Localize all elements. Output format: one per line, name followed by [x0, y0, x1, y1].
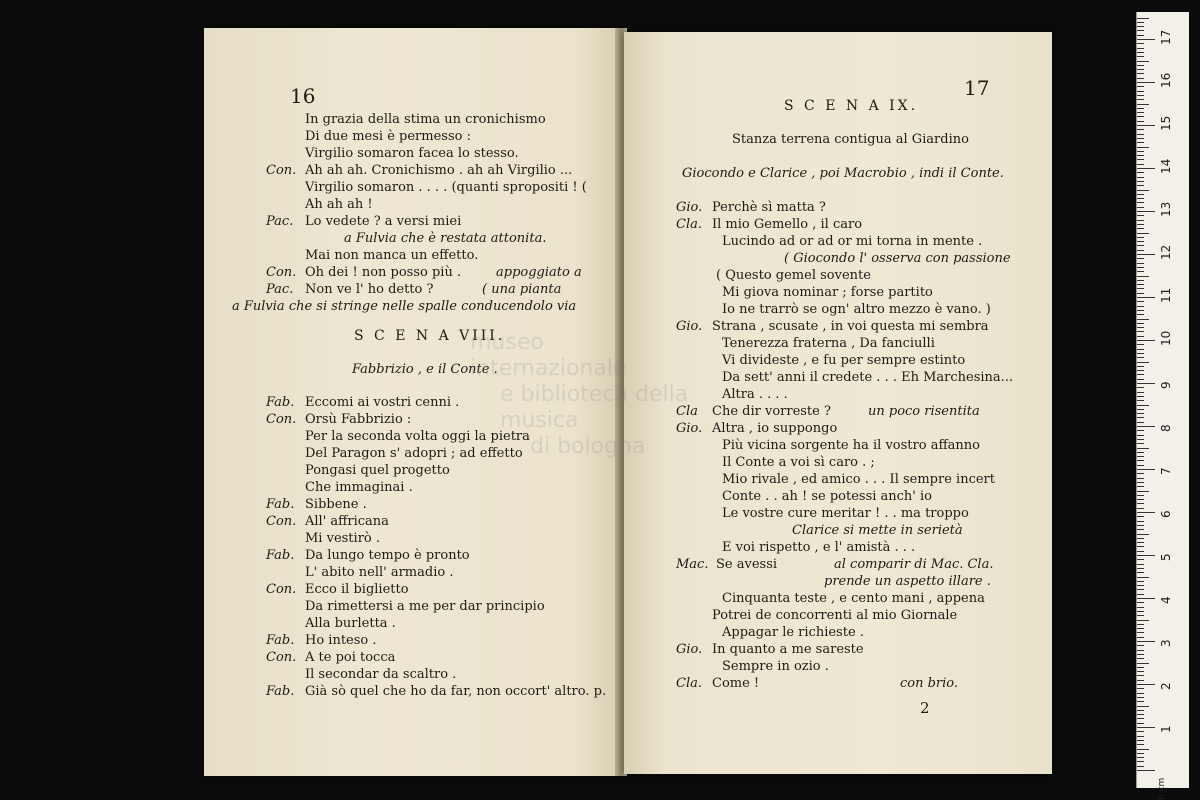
- ruler-tick: [1137, 91, 1144, 92]
- ruler-tick: [1137, 542, 1144, 543]
- ruler-tick: [1137, 525, 1144, 526]
- text-line: Vi divideste , e fu per sempre estinto: [722, 353, 966, 368]
- ruler-tick: [1137, 69, 1144, 70]
- page-number-right: 17: [964, 76, 990, 100]
- ruler-tick: [1137, 220, 1144, 221]
- ruler-tick: [1137, 770, 1155, 771]
- ruler-tick: [1137, 564, 1144, 565]
- ruler-tick: [1137, 645, 1144, 646]
- ruler-number: 17: [1159, 29, 1173, 45]
- ruler-tick: [1137, 594, 1144, 595]
- ruler-tick: [1137, 559, 1144, 560]
- ruler-tick: [1137, 207, 1144, 208]
- speaker-label: Con.: [266, 412, 297, 427]
- ruler-tick: [1137, 516, 1144, 517]
- text-line: A te poi tocca: [305, 650, 396, 665]
- ruler-tick: [1137, 116, 1144, 117]
- text-line: Mi vestirò .: [305, 531, 380, 546]
- ruler-number: 16: [1159, 72, 1173, 88]
- ruler-tick: [1137, 430, 1144, 431]
- ruler-tick: [1137, 357, 1144, 358]
- text-line: Le vostre cure meritar ! . . ma troppo: [722, 506, 969, 521]
- ruler-tick: [1137, 314, 1144, 315]
- text-line: Da sett' anni il credete . . . Eh Marchesina...: [722, 370, 1014, 385]
- ruler-tick: [1137, 589, 1144, 590]
- ruler-tick: [1137, 310, 1144, 311]
- ruler-tick: [1137, 30, 1144, 31]
- ruler-tick: [1137, 383, 1155, 384]
- scene-cast: Fabbrizio , e il Conte .: [352, 362, 498, 377]
- ruler-tick: [1137, 374, 1144, 375]
- speaker-label: Cla: [676, 404, 698, 419]
- text-line: Altra , io suppongo: [712, 421, 838, 436]
- ruler-tick: [1137, 181, 1144, 182]
- watermark-line: e biblioteca della musica: [500, 382, 689, 433]
- text-line: Appagar le richieste .: [722, 625, 864, 640]
- ruler-tick: [1137, 52, 1144, 53]
- ruler-tick: [1137, 491, 1149, 492]
- ruler-tick: [1137, 761, 1144, 762]
- ruler-number: 9: [1159, 381, 1173, 389]
- ruler-tick: [1137, 134, 1144, 135]
- ruler-tick: [1137, 495, 1144, 496]
- scene-heading: S C E N A IX.: [784, 98, 919, 114]
- ruler-tick: [1137, 680, 1144, 681]
- ruler-tick: [1137, 503, 1144, 504]
- ruler-tick: [1137, 353, 1144, 354]
- ruler-tick: [1137, 693, 1144, 694]
- ruler-tick: [1137, 555, 1155, 556]
- ruler-tick: [1137, 641, 1155, 642]
- ruler-tick: [1137, 551, 1144, 552]
- ruler-tick: [1137, 159, 1144, 160]
- ruler-tick: [1137, 486, 1144, 487]
- ruler-number: 1: [1159, 725, 1173, 733]
- ruler-number: 12: [1159, 244, 1173, 260]
- ruler-tick: [1137, 155, 1144, 156]
- ruler-tick: [1137, 215, 1144, 216]
- text-line: Orsù Fabbrizio :: [305, 412, 412, 427]
- stage-direction: con brio.: [900, 676, 959, 691]
- ruler-tick: [1137, 435, 1144, 436]
- text-line: Più vicina sorgente ha il vostro affanno: [722, 438, 981, 453]
- ruler-tick: [1137, 366, 1144, 367]
- text-line: Ecco il biglietto: [305, 582, 409, 597]
- text-line: Perchè sì matta ?: [712, 200, 826, 215]
- text-line: Mai non manca un effetto.: [305, 248, 479, 263]
- ruler-tick: [1137, 452, 1144, 453]
- text-line: Virgilio somaron facea lo stesso.: [305, 146, 519, 161]
- text-line: In quanto a me sareste: [712, 642, 864, 657]
- ruler-tick: [1137, 714, 1144, 715]
- ruler-tick: [1137, 276, 1149, 277]
- stage-direction: prende un aspetto illare .: [824, 574, 991, 589]
- ruler-tick: [1137, 327, 1144, 328]
- scene-heading: S C E N A VIII.: [354, 328, 506, 344]
- ruler-tick: [1137, 379, 1144, 380]
- page-number-left: 16: [290, 84, 316, 108]
- ruler-tick: [1137, 400, 1144, 401]
- ruler-tick: [1137, 478, 1144, 479]
- stage-direction: al comparir di Mac. Cla.: [834, 557, 994, 572]
- text-line: Eccomi ai vostri cenni .: [305, 395, 460, 410]
- ruler-tick: [1137, 288, 1144, 289]
- speaker-label: Gio.: [676, 421, 703, 436]
- ruler-tick: [1137, 245, 1144, 246]
- ruler-tick: [1137, 39, 1155, 40]
- ruler-tick: [1137, 319, 1149, 320]
- text-line: Pongasi quel progetto: [305, 463, 450, 478]
- ruler-tick: [1137, 581, 1144, 582]
- ruler-tick: [1137, 577, 1149, 578]
- stage-direction: a Fulvia che è restata attonita.: [344, 231, 547, 246]
- ruler-tick: [1137, 710, 1144, 711]
- watermark-line: museo internazionale: [470, 330, 627, 381]
- ruler-tick: [1137, 151, 1144, 152]
- text-line: Il secondar da scaltro .: [305, 667, 457, 682]
- text-line: Sempre in ozio .: [722, 659, 829, 674]
- text-line: Sibbene .: [305, 497, 367, 512]
- ruler-tick: [1137, 26, 1144, 27]
- text-line: Mio rivale , ed amico . . . Il sempre incert: [722, 472, 995, 487]
- ruler-number: 5: [1159, 553, 1173, 561]
- ruler-tick: [1137, 538, 1144, 539]
- ruler-tick: [1137, 607, 1144, 608]
- ruler-tick: [1137, 602, 1144, 603]
- speaker-label: Cla.: [676, 217, 702, 232]
- ruler-tick: [1137, 654, 1144, 655]
- ruler-tick: [1137, 370, 1144, 371]
- ruler-tick: [1137, 362, 1149, 363]
- ruler-tick: [1137, 194, 1144, 195]
- text-line: Ah ah ah !: [305, 197, 373, 212]
- text-line: Che immaginai .: [305, 480, 413, 495]
- ruler-tick: [1137, 228, 1144, 229]
- ruler-tick: [1137, 280, 1144, 281]
- ruler-number: 10: [1159, 330, 1173, 346]
- ruler-tick: [1137, 512, 1155, 513]
- ruler-tick: [1137, 628, 1144, 629]
- ruler-number: 14: [1159, 158, 1173, 174]
- ruler-tick: [1137, 301, 1144, 302]
- scene-setting: Stanza terrena contigua al Giardino: [732, 132, 969, 147]
- ruler-tick: [1137, 22, 1144, 23]
- ruler-tick: [1137, 546, 1144, 547]
- ruler-tick: [1137, 271, 1144, 272]
- ruler-tick: [1137, 147, 1149, 148]
- ruler-number: 6: [1159, 510, 1173, 518]
- ruler-tick: [1137, 675, 1144, 676]
- ruler-tick: [1137, 306, 1144, 307]
- ruler-tick: [1137, 323, 1144, 324]
- ruler-tick: [1137, 615, 1144, 616]
- ruler-tick: [1137, 671, 1144, 672]
- ruler-tick: [1137, 237, 1144, 238]
- text-line: Mi giova nominar ; forse partito: [722, 285, 933, 300]
- ruler-number: 2: [1159, 682, 1173, 690]
- ruler-tick: [1137, 736, 1144, 737]
- stage-direction: un poco risentita: [868, 404, 980, 419]
- ruler-tick: [1137, 56, 1144, 57]
- speaker-label: Gio.: [676, 319, 703, 334]
- ruler-tick: [1137, 142, 1144, 143]
- ruler-tick: [1137, 443, 1144, 444]
- text-line: In grazia della stima un cronichismo: [305, 112, 546, 127]
- ruler-tick: [1137, 73, 1144, 74]
- ruler-tick: [1137, 456, 1144, 457]
- ruler-tick: [1137, 753, 1144, 754]
- ruler-tick: [1137, 766, 1144, 767]
- ruler-tick: [1137, 723, 1144, 724]
- text-line: ( Questo gemel sovente: [716, 268, 871, 283]
- text-line: Come !: [712, 676, 760, 691]
- ruler-tick: [1137, 620, 1149, 621]
- ruler-tick: [1137, 263, 1144, 264]
- ruler-tick: [1137, 61, 1149, 62]
- ruler-tick: [1137, 508, 1144, 509]
- speaker-label: Gio.: [676, 642, 703, 657]
- text-line: Per la seconda volta oggi la pietra: [305, 429, 530, 444]
- ruler-number: 3: [1159, 639, 1173, 647]
- ruler-tick: [1137, 185, 1144, 186]
- text-line: Ah ah ah. Cronichismo . ah ah Virgilio ...: [305, 163, 573, 178]
- text-line: Lucindo ad or ad or mi torna in mente .: [722, 234, 983, 249]
- ruler-tick: [1137, 460, 1144, 461]
- ruler-tick: [1137, 293, 1144, 294]
- ruler-tick: [1137, 344, 1144, 345]
- ruler-tick: [1137, 172, 1144, 173]
- ruler-tick: [1137, 254, 1155, 255]
- ruler-tick: [1137, 99, 1144, 100]
- speaker-label: Con.: [266, 582, 297, 597]
- ruler-tick: [1137, 697, 1144, 698]
- ruler-tick: [1137, 396, 1144, 397]
- ruler-number: 8: [1159, 424, 1173, 432]
- ruler-tick: [1137, 43, 1144, 44]
- ruler-tick: [1137, 529, 1144, 530]
- ruler-tick: [1137, 164, 1144, 165]
- ruler-tick: [1137, 190, 1149, 191]
- scene-cast: Giocondo e Clarice , poi Macrobio , indi il Conte.: [682, 166, 1004, 181]
- ruler-tick: [1137, 18, 1149, 19]
- ruler-tick: [1137, 387, 1144, 388]
- text-line: Non ve l' ho detto ?: [305, 282, 434, 297]
- stage-direction: a Fulvia che si stringe nelle spalle conducendolo via: [232, 299, 577, 314]
- ruler-tick: [1137, 568, 1144, 569]
- text-line: Alla burletta .: [305, 616, 396, 631]
- ruler-tick: [1137, 482, 1144, 483]
- text-line: Virgilio somaron . . . . (quanti spropositi ! (: [305, 180, 587, 195]
- ruler-number: 15: [1159, 115, 1173, 131]
- ruler-unit-label: 0 cm: [1157, 777, 1167, 800]
- text-line: Da rimettersi a me per dar principio: [305, 599, 545, 614]
- ruler-number: 11: [1159, 287, 1173, 303]
- ruler-tick: [1137, 439, 1144, 440]
- ruler-tick: [1137, 667, 1144, 668]
- text-line: Ho inteso .: [305, 633, 377, 648]
- speaker-label: Mac.: [676, 557, 709, 572]
- ruler-tick: [1137, 48, 1144, 49]
- text-line: Lo vedete ? a versi miei: [305, 214, 462, 229]
- ruler-number: 7: [1159, 467, 1173, 475]
- text-line: Già sò quel che ho da far, non occort' altro. p.: [305, 684, 607, 699]
- library-watermark: [470, 330, 690, 510]
- speaker-label: Pac.: [266, 214, 294, 229]
- ruler-tick: [1137, 168, 1155, 169]
- stage-direction: appoggiato a: [496, 265, 582, 280]
- watermark-line: di bologna: [530, 434, 646, 459]
- stage-direction: Clarice si mette in serietà: [792, 523, 963, 538]
- text-line: Del Paragon s' adopri ; ad effetto: [305, 446, 523, 461]
- ruler-tick: [1137, 413, 1144, 414]
- ruler-tick: [1137, 727, 1155, 728]
- ruler-tick: [1137, 534, 1149, 535]
- ruler-tick: [1137, 284, 1144, 285]
- text-line: Che dir vorreste ?: [712, 404, 831, 419]
- ruler-tick: [1137, 632, 1144, 633]
- text-line: Altra . . . .: [722, 387, 788, 402]
- speaker-label: Con.: [266, 514, 297, 529]
- ruler-tick: [1137, 718, 1144, 719]
- text-line: Se avessi: [716, 557, 778, 572]
- ruler-tick: [1137, 340, 1155, 341]
- stage-direction: ( una pianta: [482, 282, 562, 297]
- ruler-tick: [1137, 473, 1144, 474]
- ruler-tick: [1137, 297, 1155, 298]
- stage-direction: ( Giocondo l' osserva con passione: [784, 251, 1011, 266]
- ruler-tick: [1137, 650, 1144, 651]
- ruler-tick: [1137, 95, 1144, 96]
- text-line: All' affricana: [305, 514, 389, 529]
- ruler-tick: [1137, 202, 1144, 203]
- ruler-tick: [1137, 706, 1149, 707]
- ruler-tick: [1137, 740, 1144, 741]
- ruler-tick: [1137, 624, 1144, 625]
- ruler-tick: [1137, 233, 1149, 234]
- ruler-tick: [1137, 392, 1144, 393]
- ruler-tick: [1137, 585, 1144, 586]
- text-line: Il Conte a voi sì caro . ;: [722, 455, 875, 470]
- ruler-tick: [1137, 349, 1144, 350]
- speaker-label: Cla.: [676, 676, 702, 691]
- ruler-tick: [1137, 744, 1144, 745]
- text-line: Io ne trarrò se ogn' altro mezzo è vano. ): [722, 302, 991, 317]
- ruler-tick: [1137, 82, 1155, 83]
- ruler-tick: [1137, 177, 1144, 178]
- ruler-tick: [1137, 637, 1144, 638]
- speaker-label: Fab.: [266, 684, 295, 699]
- text-line: Di due mesi è permesso :: [305, 129, 471, 144]
- ruler-tick: [1137, 684, 1155, 685]
- text-line: Da lungo tempo è pronto: [305, 548, 470, 563]
- ruler-tick: [1137, 499, 1144, 500]
- speaker-label: Fab.: [266, 633, 295, 648]
- ruler-tick: [1137, 658, 1144, 659]
- ruler-tick: [1137, 241, 1144, 242]
- speaker-label: Con.: [266, 650, 297, 665]
- ruler-tick: [1137, 35, 1144, 36]
- ruler-tick: [1137, 611, 1144, 612]
- ruler-tick: [1137, 448, 1149, 449]
- ruler-tick: [1137, 731, 1144, 732]
- text-line: Strana , scusate , in voi questa mi sembra: [712, 319, 989, 334]
- ruler-tick: [1137, 86, 1144, 87]
- speaker-label: Gio.: [676, 200, 703, 215]
- ruler-tick: [1137, 258, 1144, 259]
- ruler-tick: [1137, 405, 1149, 406]
- signature-mark: 2: [920, 699, 930, 717]
- speaker-label: Fab.: [266, 395, 295, 410]
- ruler-tick: [1137, 409, 1144, 410]
- ruler-tick: [1137, 125, 1155, 126]
- ruler-tick: [1137, 757, 1144, 758]
- ruler-tick: [1137, 108, 1144, 109]
- ruler-tick: [1137, 465, 1144, 466]
- ruler-tick: [1137, 112, 1144, 113]
- text-line: L' abito nell' armadio .: [305, 565, 454, 580]
- ruler-number: 13: [1159, 201, 1173, 217]
- text-line: E voi rispetto , e l' amistà . . .: [722, 540, 916, 555]
- measuring-ruler: [1136, 12, 1189, 800]
- text-line: Conte . . ah ! se potessi anch' io: [722, 489, 932, 504]
- speaker-label: Pac.: [266, 282, 294, 297]
- ruler-tick: [1137, 78, 1144, 79]
- ruler-tick: [1137, 572, 1144, 573]
- ruler-tick: [1137, 598, 1155, 599]
- ruler-tick: [1137, 417, 1144, 418]
- text-line: Potrei de concorrenti al mio Giornale: [712, 608, 958, 623]
- speaker-label: Con.: [266, 163, 297, 178]
- ruler-tick: [1137, 138, 1144, 139]
- ruler-tick: [1137, 688, 1144, 689]
- ruler-tick: [1137, 331, 1144, 332]
- ruler-tick: [1137, 198, 1144, 199]
- ruler-tick: [1137, 663, 1149, 664]
- ruler-tick: [1137, 250, 1144, 251]
- ruler-tick: [1137, 267, 1144, 268]
- ruler-number: 4: [1159, 596, 1173, 604]
- ruler-tick: [1137, 211, 1155, 212]
- ruler-tick: [1137, 422, 1144, 423]
- ruler-tick: [1137, 701, 1144, 702]
- ruler-tick: [1137, 521, 1144, 522]
- ruler-tick: [1137, 129, 1144, 130]
- text-line: Oh dei ! non posso più .: [305, 265, 462, 280]
- text-line: Tenerezza fraterna , Da fanciulli: [722, 336, 935, 351]
- ruler-tick: [1137, 224, 1144, 225]
- text-line: Il mio Gemello , il caro: [712, 217, 863, 232]
- speaker-label: Fab.: [266, 548, 295, 563]
- ruler-tick: [1137, 426, 1155, 427]
- speaker-label: Con.: [266, 265, 297, 280]
- ruler-tick: [1137, 469, 1155, 470]
- text-line: Cinquanta teste , e cento mani , appena: [722, 591, 985, 606]
- speaker-label: Fab.: [266, 497, 295, 512]
- ruler-tick: [1137, 104, 1149, 105]
- ruler-tick: [1137, 65, 1144, 66]
- ruler-tick: [1137, 749, 1149, 750]
- ruler-tick: [1137, 121, 1144, 122]
- ruler-tick: [1137, 336, 1144, 337]
